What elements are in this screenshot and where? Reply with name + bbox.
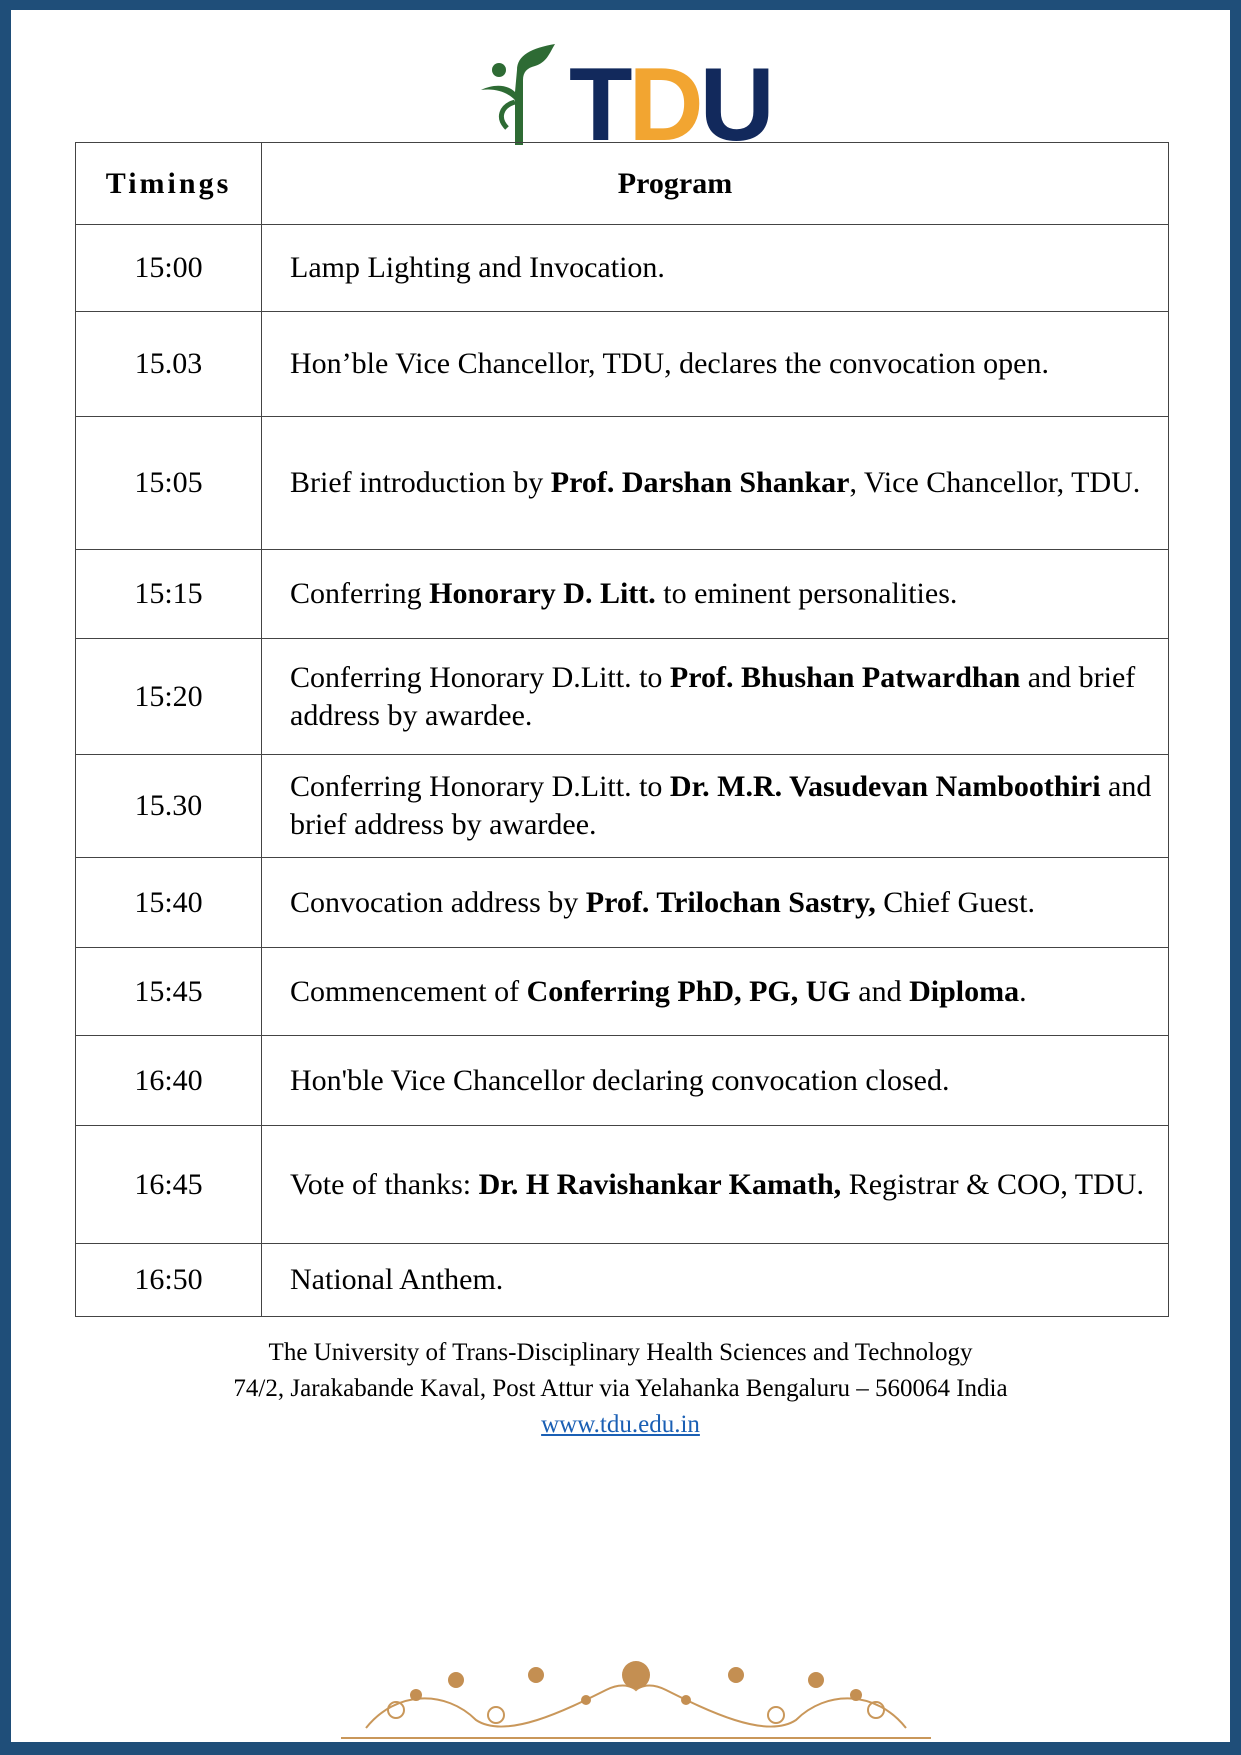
program-schedule-table (75, 142, 1169, 1317)
program-text: and brief address by awardee. (290, 770, 1152, 841)
program-cell (262, 639, 1169, 755)
table-row (76, 639, 1169, 755)
page (11, 10, 1230, 1742)
program-text: and (850, 974, 910, 1008)
program-text: Hon'ble Vice Chancellor declaring convocation closed. (290, 1063, 950, 1097)
website-link[interactable]: www.tdu.edu.in (541, 1411, 700, 1438)
time-cell: 15.30 (76, 755, 262, 858)
time-cell: 15:45 (76, 948, 262, 1036)
program-cell (262, 1244, 1169, 1317)
table-row (76, 755, 1169, 858)
time-cell: 16:50 (76, 1244, 262, 1317)
program-text: Hon’ble Vice Chancellor, TDU, declares the convocation open. (290, 347, 1049, 380)
university-address: 74/2, Jarakabande Kaval, Post Attur via Yelahanka Bengaluru – 560064 India (233, 1375, 1008, 1402)
program-text: Conferring Honorary D.Litt. to (290, 770, 670, 803)
university-name: The University of Trans-Disciplinary Health Sciences and Technology (268, 1339, 973, 1366)
highlighted-name: Prof. Bhushan Patwardhan (669, 660, 1021, 694)
table-row (76, 417, 1169, 550)
time-cell: 15:05 (76, 417, 262, 550)
logo-wordmark: TDU (569, 47, 771, 163)
leaf-figure-icon (477, 40, 567, 150)
program-cell (262, 225, 1169, 312)
program-header: Program (262, 143, 1169, 225)
program-text: Commencement of (290, 974, 527, 1008)
program-text: Conferring Honorary D.Litt. to (290, 660, 670, 694)
time-cell: 15:00 (76, 225, 262, 312)
program-text: Lamp Lighting and Invocation. (290, 251, 665, 284)
table-row (76, 858, 1169, 948)
timings-header: Timings (76, 143, 262, 225)
floral-ornament-icon (336, 1650, 936, 1745)
table-row (76, 1126, 1169, 1244)
program-text: Conferring (290, 577, 430, 610)
highlighted-name: Conferring PhD, PG, UG (526, 974, 851, 1008)
program-text: and brief address by awardee. (290, 660, 1136, 732)
program-text: Vote of thanks: (290, 1167, 479, 1201)
program-text: . (1019, 974, 1027, 1008)
table-row (76, 948, 1169, 1036)
program-text: , Vice Chancellor, TDU. (849, 466, 1141, 499)
footer (11, 1335, 1230, 1443)
program-text: Convocation address by (290, 885, 586, 919)
program-cell (262, 417, 1169, 550)
program-text: Registrar & COO, TDU. (841, 1167, 1144, 1201)
program-cell (262, 312, 1169, 417)
time-cell: 15:20 (76, 639, 262, 755)
program-text: to eminent personalities. (655, 577, 958, 610)
time-cell: 15:15 (76, 550, 262, 639)
highlighted-name: Diploma (909, 974, 1020, 1008)
program-cell (262, 550, 1169, 639)
program-cell (262, 858, 1169, 948)
time-cell: 15.03 (76, 312, 262, 417)
time-cell: 16:45 (76, 1126, 262, 1244)
program-cell (262, 755, 1169, 858)
highlighted-name: Honorary D. Litt. (429, 577, 656, 610)
program-cell (262, 1126, 1169, 1244)
highlighted-name: Dr. M.R. Vasudevan Namboothiri (669, 770, 1101, 803)
table-row (76, 1036, 1169, 1126)
time-cell: 16:40 (76, 1036, 262, 1126)
table-header-row (76, 143, 1169, 225)
tdu-logo (477, 40, 777, 163)
highlighted-name: Prof. Trilochan Sastry, (585, 885, 876, 919)
table-row (76, 312, 1169, 417)
program-cell (262, 1036, 1169, 1126)
program-cell (262, 948, 1169, 1036)
program-text: Brief introduction by (290, 466, 551, 499)
time-cell: 15:40 (76, 858, 262, 948)
highlighted-name: Prof. Darshan Shankar (550, 466, 850, 499)
table-row (76, 1244, 1169, 1317)
highlighted-name: Dr. H Ravishankar Kamath, (478, 1167, 842, 1201)
program-text: Chief Guest. (875, 885, 1035, 919)
table-row (76, 225, 1169, 312)
program-text: National Anthem. (290, 1263, 504, 1296)
table-row (76, 550, 1169, 639)
